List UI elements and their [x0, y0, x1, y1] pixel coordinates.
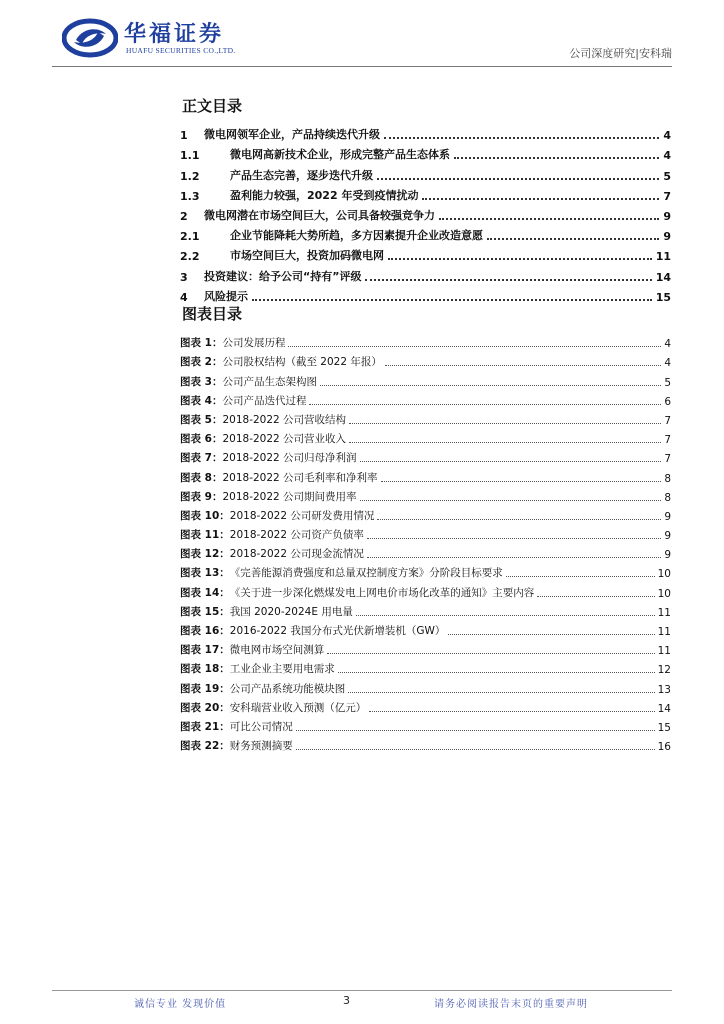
figure-entry-page: 10 — [657, 568, 671, 581]
page-number: 3 — [343, 994, 350, 1007]
figure-entry-title: 公司产品迭代过程 — [222, 394, 307, 407]
toc-heading: 正文目录 — [182, 97, 243, 115]
figure-entry-page: 4 — [664, 338, 671, 351]
dot-leader — [369, 710, 654, 712]
figure-entry-page: 16 — [657, 741, 671, 754]
figure-entry-title: 2018-2022 公司营收结构 — [222, 413, 347, 426]
toc-entry-title: 风险提示 — [204, 289, 248, 303]
toc-entry[interactable] — [180, 203, 671, 223]
footer-disclaimer: 请务必阅读报告末页的重要声明 — [434, 999, 588, 1010]
toc-entry-title: 产品生态完善，逐步迭代升级 — [230, 168, 373, 182]
figure-entry-title: 《完善能源消费强度和总量双控制度方案》分阶段目标要求 — [229, 567, 503, 580]
figure-entry-label: 图表 8： — [180, 471, 223, 484]
report-type: 公司深度研究|安科瑞 — [569, 47, 672, 60]
figure-entry-page: 11 — [657, 606, 671, 619]
toc-entry-title: 市场空间巨大，投资加码微电网 — [230, 249, 384, 263]
figure-entry-label: 图表 4： — [180, 394, 223, 407]
figure-entry-page: 14 — [657, 702, 671, 715]
dot-leader — [367, 556, 661, 558]
dot-leader — [388, 257, 652, 260]
toc-entry-page: 9 — [663, 230, 671, 244]
figure-entry-label: 图表 15： — [180, 605, 230, 618]
figure-entry-title: 公司产品系统功能模块图 — [229, 682, 346, 695]
figure-entry-title: 2016-2022 我国分布式光伏新增装机（GW） — [229, 625, 446, 637]
dot-leader — [349, 441, 661, 443]
dot-leader — [448, 633, 654, 635]
toc-entry[interactable] — [180, 183, 671, 203]
brand-name-cn: 华福证券 — [124, 21, 225, 47]
figure-entry[interactable] — [180, 465, 671, 484]
toc-entry-page: 11 — [655, 250, 671, 264]
figure-entry-label: 图表 11： — [180, 529, 230, 542]
figure-entry[interactable] — [180, 715, 671, 734]
figure-entry-title: 工业企业主要用电需求 — [229, 663, 335, 676]
figure-entry[interactable] — [180, 427, 671, 446]
figure-list-heading: 图表目录 — [182, 305, 243, 323]
figure-entry-label: 图表 18： — [180, 663, 230, 676]
figure-entry-page: 12 — [657, 664, 671, 677]
figure-entry-page: 15 — [657, 721, 671, 734]
dot-leader — [487, 237, 659, 240]
figure-entry[interactable] — [180, 331, 671, 350]
figure-entry[interactable] — [180, 485, 671, 504]
dot-leader — [338, 671, 655, 673]
toc-entry[interactable] — [180, 284, 671, 304]
figure-entry-title: 公司产品生态架构图 — [222, 375, 317, 388]
figure-entry[interactable] — [180, 580, 671, 599]
figure-entry-title: 2018-2022 公司毛利率和净利率 — [222, 471, 378, 484]
dot-leader — [367, 537, 661, 539]
toc-entry-number: 1.3 — [180, 189, 200, 203]
toc-entry-title: 盈利能力较强，2022 年受到疫情扰动 — [230, 188, 419, 202]
dot-leader — [327, 652, 654, 654]
figure-entry-page: 11 — [657, 645, 671, 658]
dot-leader — [296, 748, 655, 750]
footer-slogan: 诚信专业 发现价值 — [134, 999, 227, 1010]
brand-name-en: HUAFU SECURITIES CO.,LTD. — [126, 46, 236, 55]
dot-leader — [439, 217, 659, 220]
figure-entry-label: 图表 21： — [180, 720, 230, 733]
toc-entry-page: 5 — [663, 169, 671, 183]
figure-entry-page: 4 — [664, 357, 671, 370]
figure-entry-title: 2018-2022 公司现金流情况 — [229, 548, 364, 561]
toc-entry-number: 1.1 — [180, 149, 200, 163]
figure-entry-page: 9 — [664, 530, 671, 543]
dot-leader — [288, 345, 661, 347]
figure-entry-page: 11 — [657, 626, 671, 638]
toc-entry[interactable] — [180, 142, 671, 162]
figure-entry-label: 图表 12： — [180, 548, 230, 561]
figure-entry-page: 8 — [664, 472, 671, 485]
figure-list — [180, 331, 671, 753]
figure-entry-page: 6 — [664, 395, 671, 408]
dot-leader — [252, 298, 652, 301]
figure-entry-label: 图表 20： — [180, 701, 230, 714]
figure-entry-title: 我国 2020-2024E 用电量 — [229, 605, 353, 618]
figure-entry-page: 7 — [664, 453, 671, 466]
dot-leader — [422, 197, 659, 200]
toc-entry-number: 2.1 — [180, 230, 200, 244]
toc-entry-title: 微电网高新技术企业，形成完整产品生态体系 — [230, 148, 450, 162]
footer-divider — [52, 990, 672, 991]
dot-leader — [360, 460, 662, 462]
figure-entry[interactable] — [180, 542, 671, 561]
dot-leader — [309, 403, 661, 405]
figure-entry-title: 2018-2022 公司期间费用率 — [222, 490, 357, 503]
toc-entry-number: 2.2 — [180, 250, 200, 264]
toc-entry-title: 企业节能降耗大势所趋，多方因素提升企业改造意愿 — [230, 229, 483, 243]
figure-entry-label: 图表 17： — [180, 644, 230, 657]
dot-leader — [360, 499, 662, 501]
toc-list — [180, 122, 671, 304]
toc-entry[interactable] — [180, 243, 671, 263]
figure-entry-label: 图表 9： — [180, 490, 223, 503]
figure-entry[interactable] — [180, 619, 671, 638]
figure-entry[interactable] — [180, 389, 671, 408]
figure-entry-page: 7 — [664, 434, 671, 447]
toc-entry-page: 4 — [663, 149, 671, 163]
figure-entry-label: 图表 7： — [180, 452, 223, 465]
page-header — [0, 0, 724, 70]
dot-leader — [506, 575, 655, 577]
toc-entry-title: 微电网领军企业，产品持续迭代升级 — [204, 128, 380, 142]
figure-entry-label: 图表 10： — [180, 509, 230, 522]
figure-entry-label: 图表 3： — [180, 375, 223, 388]
figure-entry-page: 9 — [664, 549, 671, 562]
figure-entry-title: 《关于进一步深化燃煤发电上网电价市场化改革的通知》主要内容 — [229, 586, 535, 599]
header-divider — [52, 66, 672, 67]
toc-entry-page: 9 — [663, 209, 671, 223]
figure-entry-label: 图表 2： — [180, 356, 223, 369]
toc-entry-number: 3 — [180, 270, 188, 284]
figure-entry[interactable] — [180, 696, 671, 715]
figure-entry[interactable] — [180, 734, 671, 753]
figure-entry-title: 公司发展历程 — [222, 337, 286, 350]
dot-leader — [377, 177, 659, 180]
figure-entry-label: 图表 5： — [180, 413, 223, 426]
dot-leader — [349, 422, 661, 424]
toc-entry[interactable] — [180, 263, 671, 283]
toc-entry-title: 投资建议：给予公司“持有”评级 — [204, 269, 362, 283]
figure-entry-page: 13 — [657, 683, 671, 696]
figure-entry-label: 图表 22： — [180, 740, 230, 753]
figure-entry-title: 2018-2022 公司营业收入 — [222, 433, 347, 446]
figure-entry[interactable] — [180, 523, 671, 542]
figure-entry-title: 财务预测摘要 — [229, 740, 293, 753]
dot-leader — [365, 278, 651, 281]
figure-entry-title: 微电网市场空间测算 — [229, 644, 325, 657]
figure-entry-label: 图表 14： — [180, 586, 230, 599]
figure-entry-label: 图表 19： — [180, 682, 230, 695]
dot-leader — [381, 480, 662, 482]
figure-entry[interactable] — [180, 369, 671, 388]
toc-entry-number: 2 — [180, 209, 188, 223]
toc-entry[interactable] — [180, 162, 671, 182]
dot-leader — [377, 518, 661, 520]
dot-leader — [296, 729, 655, 731]
figure-entry[interactable] — [180, 638, 671, 657]
figure-entry-title: 公司股权结构（截至 2022 年报） — [222, 356, 382, 369]
toc-entry-page: 15 — [655, 290, 671, 304]
dot-leader — [320, 384, 661, 386]
toc-entry-page: 4 — [663, 129, 671, 143]
figure-entry-page: 8 — [664, 491, 671, 504]
toc-entry[interactable] — [180, 223, 671, 243]
huafu-logo-icon — [62, 18, 118, 58]
dot-leader — [384, 136, 659, 139]
dot-leader — [454, 156, 659, 159]
dot-leader — [537, 595, 654, 597]
figure-entry-page: 10 — [657, 587, 671, 600]
figure-entry-label: 图表 6： — [180, 433, 223, 446]
figure-entry-title: 2018-2022 公司资产负债率 — [229, 529, 364, 542]
dot-leader — [385, 364, 661, 366]
figure-entry[interactable] — [180, 600, 671, 619]
toc-entry-page: 14 — [655, 270, 671, 284]
figure-entry-label: 图表 13： — [180, 567, 230, 580]
figure-entry[interactable] — [180, 408, 671, 427]
figure-entry[interactable] — [180, 561, 671, 580]
figure-entry[interactable] — [180, 446, 671, 465]
toc-entry[interactable] — [180, 122, 671, 142]
figure-entry-page: 9 — [664, 510, 671, 523]
figure-entry[interactable] — [180, 657, 671, 676]
dot-leader — [348, 691, 654, 693]
toc-entry-number: 1.2 — [180, 169, 200, 183]
figure-entry-page: 5 — [664, 376, 671, 389]
figure-entry[interactable] — [180, 676, 671, 695]
dot-leader — [356, 614, 655, 616]
figure-entry-label: 图表 1： — [180, 337, 223, 350]
figure-entry-title: 可比公司情况 — [229, 720, 293, 733]
figure-entry-label: 图表 16： — [180, 625, 230, 637]
figure-entry-page: 7 — [664, 414, 671, 427]
toc-entry-page: 7 — [663, 189, 671, 203]
toc-entry-number: 1 — [180, 129, 188, 143]
toc-entry-number: 4 — [180, 290, 188, 304]
figure-entry-title: 安科瑞营业收入预测（亿元） — [229, 701, 367, 714]
figure-entry[interactable] — [180, 350, 671, 369]
figure-entry-title: 2018-2022 公司归母净利润 — [222, 452, 357, 465]
toc-entry-title: 微电网潜在市场空间巨大，公司具备较强竞争力 — [204, 208, 435, 222]
figure-entry[interactable] — [180, 504, 671, 523]
figure-entry-title: 2018-2022 公司研发费用情况 — [229, 509, 375, 522]
